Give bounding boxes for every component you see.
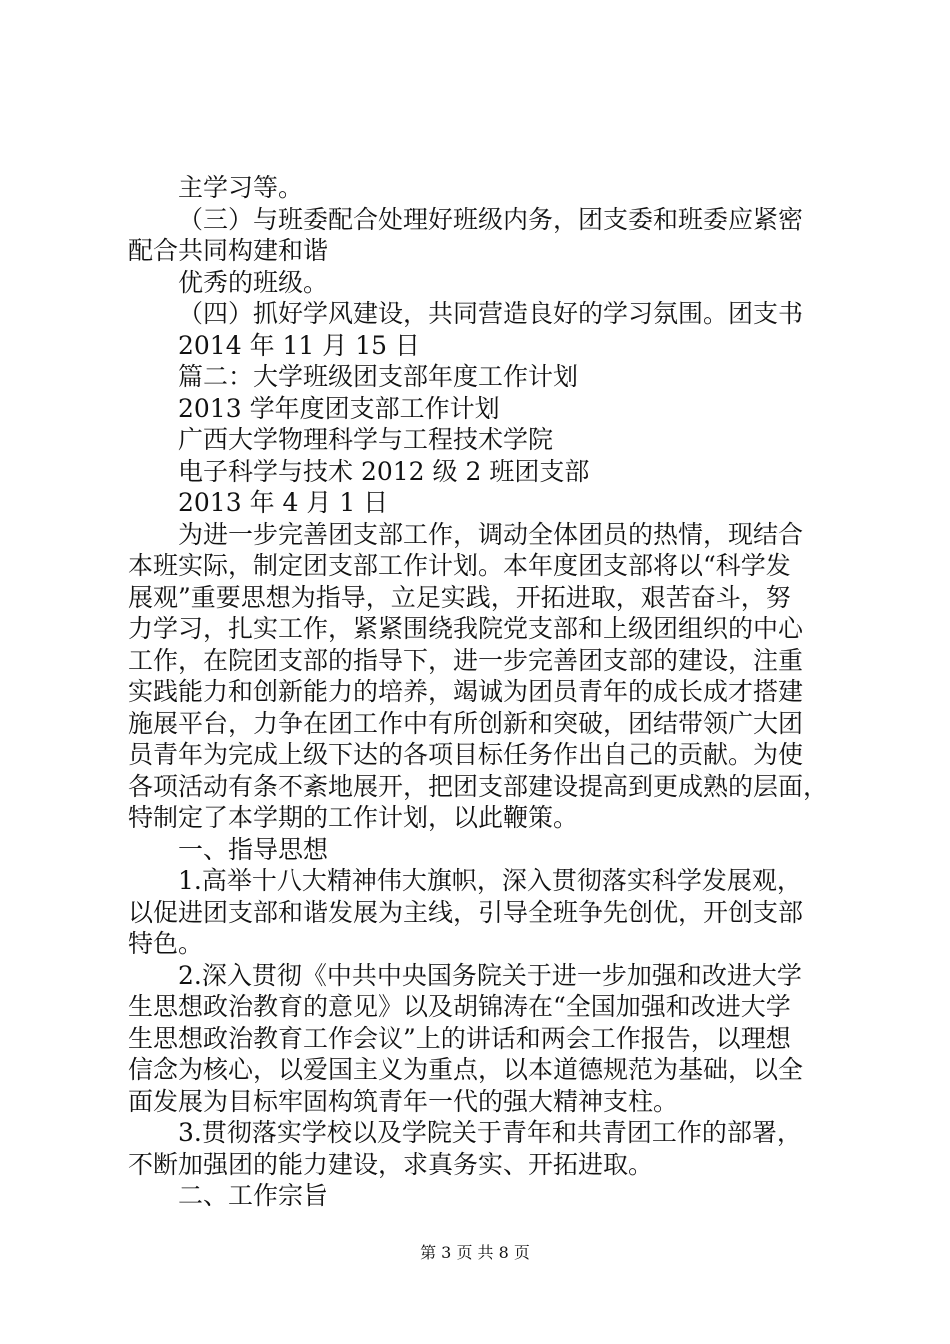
text-line: 2013 学年度团支部工作计划 — [178, 393, 500, 423]
text-line: 工作，在院团支部的指导下，进一步完善团支部的建设，注重 — [128, 645, 804, 675]
text-line: 特制定了本学期的工作计划，以此鞭策。 — [128, 803, 579, 832]
text-line: 2013 年 4 月 1 日 — [178, 488, 389, 517]
text-line: 2.深入贯彻《中共中央国务院关于进一步加强和改进大学 — [178, 960, 802, 990]
document-body — [128, 172, 848, 1212]
text-line: 电子科学与技术 2012 级 2 班团支部 — [178, 456, 590, 486]
page-footer: 第 3 页 共 8 页 — [420, 1243, 530, 1262]
text-line: 展观”重要思想为指导，立足实践，开拓进取，艰苦奋斗，努 — [128, 582, 791, 612]
text-line: 生思想政治教育工作会议”上的讲话和两会工作报告，以理想 — [128, 1023, 791, 1053]
text-line: 实践能力和创新能力的培养，竭诚为团员青年的成长成才搭建 — [128, 677, 804, 706]
text-line: 员青年为完成上级下达的各项目标任务作出自己的贡献。为使 — [128, 740, 804, 769]
text-line: 为进一步完善团支部工作，调动全体团员的热情，现结合 — [178, 519, 804, 549]
text-line: 面发展为目标牢固构筑青年一代的强大精神支柱。 — [128, 1086, 679, 1116]
text-line: 以促进团支部和谐发展为主线，引导全班争先创优，开创支部 — [128, 897, 804, 927]
text-line: 主学习等。 — [178, 173, 304, 202]
text-line: 本班实际，制定团支部工作计划。本年度团支部将以“科学发 — [128, 551, 791, 580]
text-line: 广西大学物理科学与工程技术学院 — [178, 425, 554, 454]
text-line: （三）与班委配合处理好班级内务，团支委和班委应紧密 — [178, 204, 804, 234]
text-line: 优秀的班级。 — [178, 267, 329, 297]
text-line: 二、工作宗旨 — [178, 1181, 329, 1210]
text-line: 配合共同构建和谐 — [128, 236, 329, 265]
text-line: 生思想政治教育的意见》以及胡锦涛在“全国加强和改进大学 — [128, 992, 791, 1021]
text-line: 3.贯彻落实学校以及学院关于青年和共青团工作的部署， — [178, 1118, 802, 1147]
text-line: 各项活动有条不紊地展开，把团支部建设提高到更成熟的层面， — [128, 771, 829, 801]
text-line: 一、指导思想 — [178, 834, 329, 864]
text-line: （四）抓好学风建设，共同营造良好的学习氛围。团支书 — [178, 299, 804, 328]
text-line: 2014 年 11 月 15 日 — [178, 330, 420, 360]
text-line: 篇二：大学班级团支部年度工作计划 — [178, 362, 579, 391]
text-line: 施展平台，力争在团工作中有所创新和突破，团结带领广大团 — [128, 708, 804, 738]
text-line: 力学习，扎实工作，紧紧围绕我院党支部和上级团组织的中心 — [128, 614, 804, 643]
text-line: 信念为核心，以爱国主义为重点，以本道德规范为基础，以全 — [128, 1055, 804, 1084]
text-line: 不断加强团的能力建设，求真务实、开拓进取。 — [128, 1149, 654, 1179]
text-line: 1.高举十八大精神伟大旗帜，深入贯彻落实科学发展观， — [178, 866, 802, 895]
text-line: 特色。 — [128, 929, 204, 958]
